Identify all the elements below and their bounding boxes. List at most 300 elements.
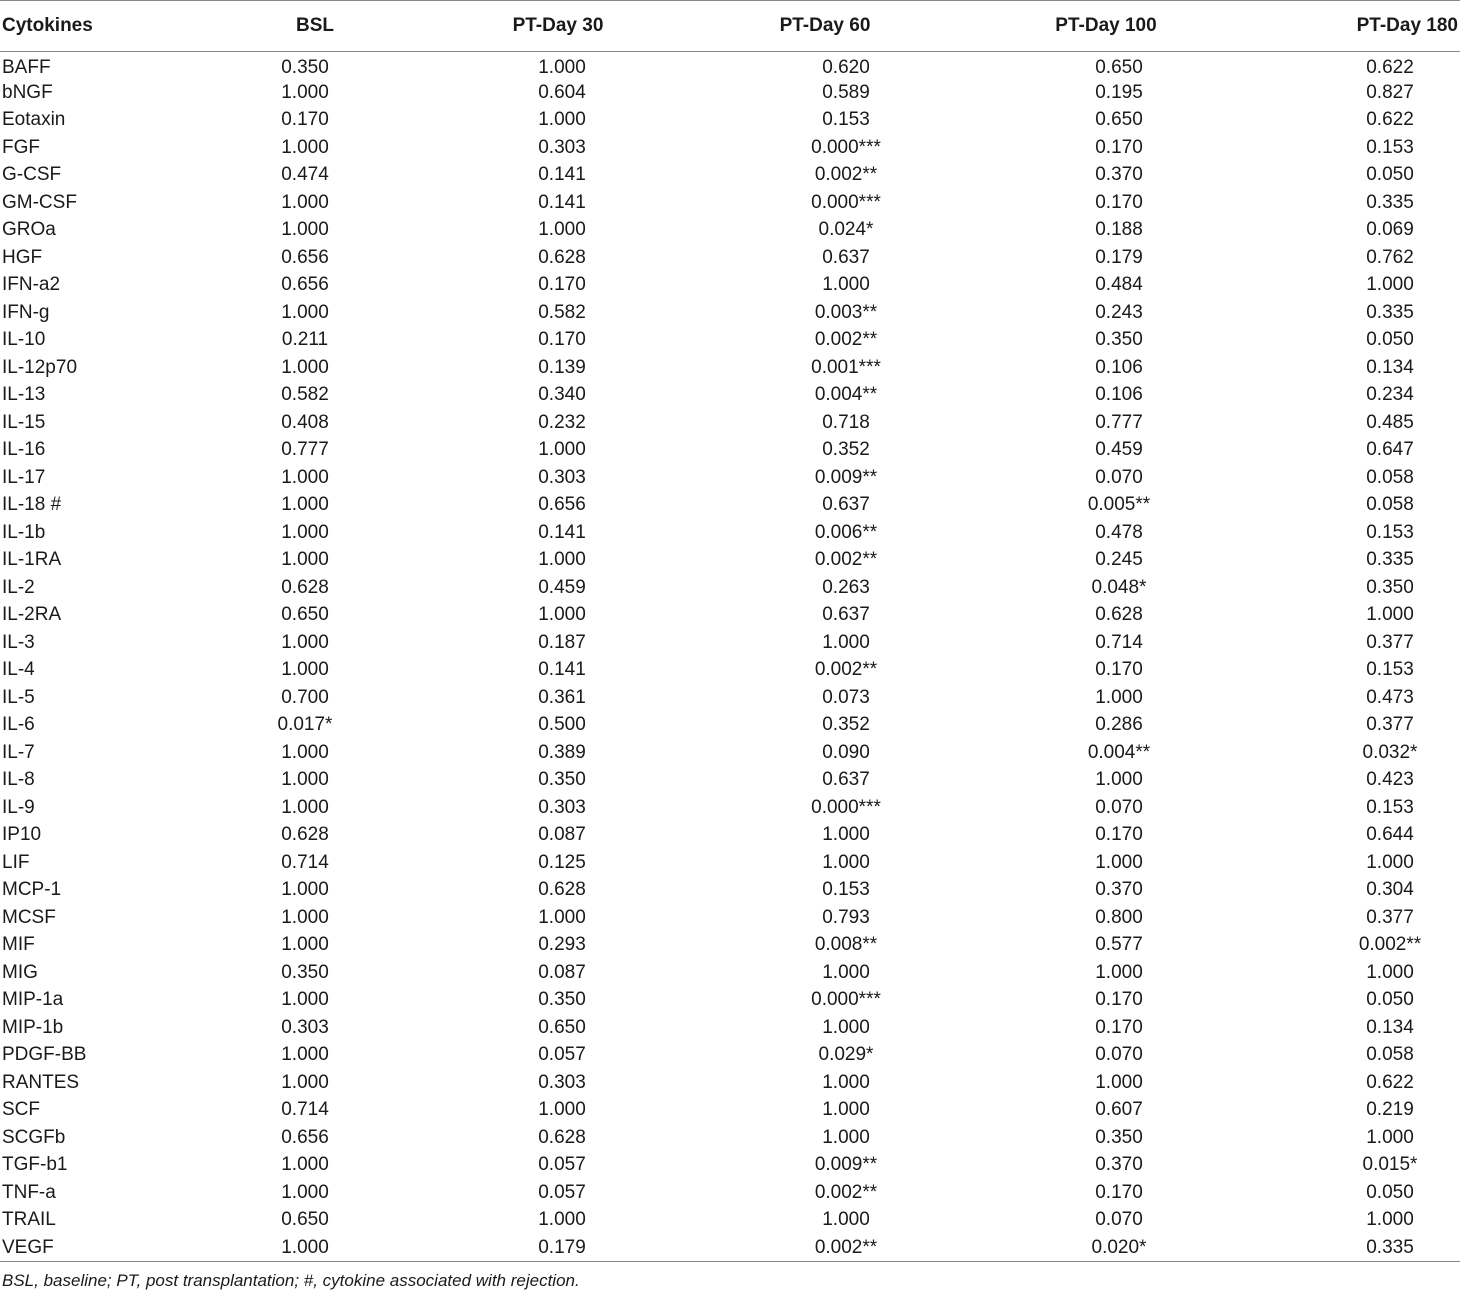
table-row: [0, 1234, 1460, 1262]
pvalue-cell: [686, 1234, 964, 1262]
pvalue-text: 1.000: [822, 851, 870, 873]
pvalue-text: 0.370: [1095, 1154, 1143, 1176]
pvalue-cell: [686, 1207, 964, 1235]
cytokine-name-cell: bNGF: [2, 81, 53, 103]
pvalue-cell: [686, 464, 964, 492]
pvalue-cell: [964, 712, 1248, 740]
pvalue-cell: [964, 629, 1248, 657]
pvalue-text: 0.188: [1095, 219, 1143, 241]
cytokine-name-cell: IL-13: [2, 384, 46, 406]
table-row: [0, 794, 1460, 822]
pvalue-text: 0.500: [538, 714, 586, 736]
pvalue-cell: [686, 217, 964, 245]
pvalue-cell: [200, 189, 430, 217]
pvalue-text: 0.179: [1095, 246, 1143, 268]
cytokine-name-cell: IL-6: [2, 714, 35, 736]
pvalue-text: 1.000: [281, 219, 329, 241]
pvalue-text: 1.000: [822, 824, 870, 846]
pvalue-text: 0.644: [1366, 824, 1414, 846]
pvalue-text: 1.000: [822, 1016, 870, 1038]
pvalue-text: 1.000: [281, 989, 329, 1011]
pvalue-text: 1.000: [1095, 961, 1143, 983]
pvalue-cell: [430, 1097, 686, 1125]
pvalue-cell: [200, 1097, 430, 1125]
table-row: [0, 1207, 1460, 1235]
pvalue-cell: [686, 1152, 964, 1180]
pvalue-cell: [964, 134, 1248, 162]
pvalue-cell: [1248, 1042, 1460, 1070]
cytokine-name-cell: G-CSF: [2, 164, 62, 186]
cytokine-name-cell: SCGFb: [2, 1126, 66, 1148]
pvalue-text: 0.106: [1095, 384, 1143, 406]
pvalue-text: 1.000: [281, 879, 329, 901]
pvalue-text: 0.607: [1095, 1099, 1143, 1121]
pvalue-cell: [964, 822, 1248, 850]
pvalue-text: 0.057: [538, 1181, 586, 1203]
cytokine-name-cell: IL-9: [2, 796, 35, 818]
pvalue-text: 0.029*: [818, 1044, 874, 1066]
pvalue-cell: [430, 1069, 686, 1097]
pvalue-text: 0.350: [1095, 329, 1143, 351]
pvalue-cell: [200, 959, 430, 987]
pvalue-cell: [686, 877, 964, 905]
pvalue-cell: [686, 822, 964, 850]
pvalue-text: 0.005**: [1087, 494, 1151, 516]
pvalue-cell: [200, 464, 430, 492]
table-row: [0, 959, 1460, 987]
pvalue-text: 1.000: [538, 604, 586, 626]
pvalue-text: 0.762: [1366, 246, 1414, 268]
pvalue-text: 0.170: [1095, 824, 1143, 846]
pvalue-text: 1.000: [822, 1099, 870, 1121]
pvalue-cell: [1248, 134, 1460, 162]
pvalue-cell: [1248, 932, 1460, 960]
pvalue-cell: [430, 574, 686, 602]
pvalue-cell: [686, 987, 964, 1015]
pvalue-text: 0.656: [281, 246, 329, 268]
pvalue-text: 0.352: [822, 714, 870, 736]
pvalue-text: 0.650: [281, 1209, 329, 1231]
pvalue-cell: [686, 1124, 964, 1152]
header-pt-day-30: PT-Day 30: [430, 1, 686, 52]
pvalue-text: 0.303: [538, 136, 586, 158]
pvalue-text: 1.000: [538, 1099, 586, 1121]
header-pt-day-60: PT-Day 60: [686, 1, 964, 52]
pvalue-cell: [686, 52, 964, 80]
pvalue-text: 1.000: [538, 1209, 586, 1231]
header-bsl: BSL: [200, 1, 430, 52]
pvalue-cell: [430, 739, 686, 767]
cytokine-name-cell: IL-2RA: [2, 604, 62, 626]
pvalue-cell: [1248, 877, 1460, 905]
table-row: [0, 629, 1460, 657]
pvalue-text: 0.637: [822, 494, 870, 516]
pvalue-text: 1.000: [538, 109, 586, 131]
pvalue-cell: [200, 1207, 430, 1235]
pvalue-text: 0.087: [538, 824, 586, 846]
pvalue-text: 0.650: [281, 604, 329, 626]
pvalue-cell: [1248, 354, 1460, 382]
cytokine-name-cell: LIF: [2, 851, 30, 873]
cytokine-name-cell: MCP-1: [2, 879, 62, 901]
pvalue-cell: [200, 657, 430, 685]
pvalue-cell: [686, 1179, 964, 1207]
pvalue-text: 0.153: [822, 879, 870, 901]
pvalue-cell: [964, 684, 1248, 712]
pvalue-cell: [430, 904, 686, 932]
pvalue-cell: [686, 79, 964, 107]
pvalue-text: 0.170: [1095, 1181, 1143, 1203]
pvalue-text: 0.827: [1366, 81, 1414, 103]
pvalue-text: 0.070: [1095, 1044, 1143, 1066]
pvalue-cell: [430, 244, 686, 272]
pvalue-text: 0.015*: [1362, 1154, 1418, 1176]
pvalue-text: 0.637: [822, 604, 870, 626]
pvalue-cell: [430, 547, 686, 575]
table-row: [0, 822, 1460, 850]
pvalue-text: 0.125: [538, 851, 586, 873]
pvalue-text: 0.057: [538, 1044, 586, 1066]
pvalue-cell: [964, 602, 1248, 630]
pvalue-cell: [200, 904, 430, 932]
pvalue-text: 0.777: [281, 439, 329, 461]
pvalue-cell: [686, 712, 964, 740]
pvalue-text: 1.000: [281, 1071, 329, 1093]
pvalue-cell: [1248, 217, 1460, 245]
cytokine-name-cell: IL-12p70: [2, 356, 78, 378]
pvalue-cell: [1248, 1014, 1460, 1042]
cytokine-name-cell: SCF: [2, 1099, 40, 1121]
pvalue-cell: [200, 767, 430, 795]
pvalue-text: 0.134: [1366, 1016, 1414, 1038]
pvalue-text: 1.000: [538, 549, 586, 571]
header-cytokines: Cytokines: [0, 1, 200, 52]
pvalue-cell: [964, 767, 1248, 795]
pvalue-text: 1.000: [1095, 1071, 1143, 1093]
pvalue-cell: [686, 794, 964, 822]
pvalue-cell: [964, 299, 1248, 327]
cytokine-name-cell: IFN-a2: [2, 274, 61, 296]
pvalue-cell: [430, 519, 686, 547]
pvalue-cell: [200, 244, 430, 272]
pvalue-text: 1.000: [822, 274, 870, 296]
cytokine-name-cell: MIG: [2, 961, 38, 983]
pvalue-text: 0.604: [538, 81, 586, 103]
pvalue-cell: [1248, 162, 1460, 190]
table-row: [0, 1179, 1460, 1207]
pvalue-text: 0.139: [538, 356, 586, 378]
pvalue-text: 0.377: [1366, 631, 1414, 653]
pvalue-cell: [964, 1097, 1248, 1125]
cytokine-name-cell: IL-16: [2, 439, 46, 461]
pvalue-cell: [200, 574, 430, 602]
pvalue-cell: [964, 437, 1248, 465]
pvalue-cell: [1248, 849, 1460, 877]
table-row: [0, 354, 1460, 382]
pvalue-text: 0.303: [538, 466, 586, 488]
pvalue-text: 0.234: [1366, 384, 1414, 406]
pvalue-text: 0.001***: [811, 356, 881, 378]
pvalue-text: 1.000: [281, 1236, 329, 1258]
pvalue-text: 0.002**: [814, 549, 878, 571]
pvalue-cell: [1248, 327, 1460, 355]
pvalue-text: 1.000: [281, 659, 329, 681]
pvalue-text: 0.017*: [277, 714, 333, 736]
table-row: [0, 409, 1460, 437]
pvalue-text: 1.000: [281, 466, 329, 488]
pvalue-text: 0.335: [1366, 301, 1414, 323]
pvalue-cell: [1248, 684, 1460, 712]
table-row: [0, 52, 1460, 80]
cytokine-name-cell: HGF: [2, 246, 43, 268]
pvalue-text: 0.003**: [814, 301, 878, 323]
table-row: [0, 464, 1460, 492]
pvalue-cell: [964, 1152, 1248, 1180]
pvalue-cell: [1248, 1069, 1460, 1097]
pvalue-cell: [200, 162, 430, 190]
pvalue-cell: [686, 1069, 964, 1097]
pvalue-text: 0.656: [281, 1126, 329, 1148]
pvalue-cell: [964, 354, 1248, 382]
pvalue-text: 0.637: [822, 246, 870, 268]
table-row: [0, 767, 1460, 795]
pvalue-cell: [964, 464, 1248, 492]
pvalue-cell: [686, 904, 964, 932]
pvalue-text: 1.000: [281, 1181, 329, 1203]
pvalue-text: 0.008**: [814, 934, 878, 956]
pvalue-text: 1.000: [1366, 1126, 1414, 1148]
pvalue-cell: [686, 437, 964, 465]
pvalue-text: 0.000***: [811, 136, 881, 158]
pvalue-text: 0.002**: [814, 329, 878, 351]
pvalue-text: 1.000: [1366, 961, 1414, 983]
pvalue-cell: [430, 822, 686, 850]
pvalue-cell: [430, 1124, 686, 1152]
table-row: [0, 519, 1460, 547]
pvalue-cell: [200, 134, 430, 162]
pvalue-text: 0.219: [1366, 1099, 1414, 1121]
cytokine-name-cell: IL-5: [2, 686, 35, 708]
pvalue-text: 0.622: [1366, 109, 1414, 131]
pvalue-text: 0.408: [281, 411, 329, 433]
header-pt-day-180: PT-Day 180: [1248, 1, 1460, 52]
pvalue-text: 1.000: [822, 1071, 870, 1093]
pvalue-cell: [964, 987, 1248, 1015]
cytokine-name-cell: MIP-1a: [2, 989, 64, 1011]
pvalue-text: 0.389: [538, 741, 586, 763]
header-row: [0, 1, 1460, 52]
pvalue-cell: [686, 849, 964, 877]
pvalue-cell: [430, 382, 686, 410]
pvalue-text: 0.090: [822, 741, 870, 763]
table-row: [0, 244, 1460, 272]
pvalue-cell: [430, 1234, 686, 1262]
pvalue-cell: [200, 987, 430, 1015]
pvalue-text: 0.582: [538, 301, 586, 323]
pvalue-cell: [964, 244, 1248, 272]
pvalue-cell: [430, 849, 686, 877]
pvalue-cell: [1248, 52, 1460, 80]
table-row: [0, 602, 1460, 630]
pvalue-cell: [686, 657, 964, 685]
pvalue-text: 0.484: [1095, 274, 1143, 296]
pvalue-text: 0.650: [538, 1016, 586, 1038]
pvalue-cell: [430, 134, 686, 162]
pvalue-cell: [686, 932, 964, 960]
pvalue-text: 0.352: [822, 439, 870, 461]
pvalue-text: 0.637: [822, 769, 870, 791]
pvalue-cell: [1248, 547, 1460, 575]
pvalue-cell: [964, 1069, 1248, 1097]
pvalue-cell: [964, 107, 1248, 135]
pvalue-cell: [200, 492, 430, 520]
pvalue-cell: [200, 1069, 430, 1097]
table-row: [0, 712, 1460, 740]
pvalue-cell: [200, 52, 430, 80]
cytokine-name-cell: PDGF-BB: [2, 1044, 87, 1066]
pvalue-text: 0.170: [538, 274, 586, 296]
pvalue-text: 1.000: [281, 796, 329, 818]
pvalue-cell: [964, 519, 1248, 547]
pvalue-text: 0.211: [281, 329, 329, 351]
cytokine-name-cell: FGF: [2, 136, 40, 158]
pvalue-text: 0.700: [281, 686, 329, 708]
pvalue-text: 0.057: [538, 1154, 586, 1176]
pvalue-cell: [964, 327, 1248, 355]
pvalue-text: 0.350: [281, 57, 329, 78]
pvalue-text: 0.303: [538, 796, 586, 818]
pvalue-text: 0.070: [1095, 466, 1143, 488]
pvalue-text: 0.620: [822, 57, 870, 78]
pvalue-text: 0.050: [1366, 989, 1414, 1011]
pvalue-cell: [1248, 519, 1460, 547]
pvalue-cell: [430, 492, 686, 520]
cytokine-name-cell: IL-18 #: [2, 494, 62, 516]
pvalue-text: 0.628: [1095, 604, 1143, 626]
pvalue-cell: [430, 437, 686, 465]
pvalue-text: 1.000: [1095, 686, 1143, 708]
pvalue-text: 0.134: [1366, 356, 1414, 378]
pvalue-cell: [964, 794, 1248, 822]
pvalue-text: 0.647: [1366, 439, 1414, 461]
pvalue-text: 0.002**: [814, 1236, 878, 1258]
pvalue-cell: [1248, 794, 1460, 822]
pvalue-cell: [964, 849, 1248, 877]
pvalue-text: 0.002**: [1358, 934, 1422, 956]
pvalue-cell: [686, 1014, 964, 1042]
pvalue-cell: [686, 629, 964, 657]
pvalue-text: 0.004**: [1087, 741, 1151, 763]
cytokine-name-cell: IL-3: [2, 631, 35, 653]
pvalue-cell: [1248, 382, 1460, 410]
pvalue-cell: [686, 739, 964, 767]
cytokine-name-cell: IL-10: [2, 329, 46, 351]
table-row: [0, 657, 1460, 685]
pvalue-cell: [964, 1207, 1248, 1235]
pvalue-text: 0.050: [1366, 329, 1414, 351]
pvalue-cell: [200, 712, 430, 740]
pvalue-cell: [430, 409, 686, 437]
pvalue-cell: [1248, 107, 1460, 135]
pvalue-cell: [430, 1042, 686, 1070]
pvalue-text: 1.000: [281, 81, 329, 103]
pvalue-text: 0.153: [1366, 796, 1414, 818]
pvalue-text: 1.000: [1095, 851, 1143, 873]
pvalue-cell: [430, 602, 686, 630]
pvalue-cell: [1248, 492, 1460, 520]
table-row: [0, 684, 1460, 712]
pvalue-cell: [686, 244, 964, 272]
pvalue-cell: [964, 492, 1248, 520]
pvalue-cell: [686, 574, 964, 602]
pvalue-cell: [200, 877, 430, 905]
pvalue-text: 1.000: [538, 219, 586, 241]
pvalue-text: 0.303: [538, 1071, 586, 1093]
pvalue-text: 0.628: [281, 576, 329, 598]
table-row: [0, 574, 1460, 602]
table-row: [0, 849, 1460, 877]
pvalue-cell: [686, 327, 964, 355]
pvalue-cell: [1248, 657, 1460, 685]
pvalue-cell: [1248, 574, 1460, 602]
pvalue-text: 0.009**: [814, 1154, 878, 1176]
pvalue-cell: [964, 409, 1248, 437]
pvalue-text: 1.000: [281, 1044, 329, 1066]
pvalue-cell: [200, 382, 430, 410]
table-footnote: BSL, baseline; PT, post transplantation; #, cytokine associated with rejection.: [0, 1262, 1460, 1292]
pvalue-text: 0.628: [281, 824, 329, 846]
pvalue-text: 0.361: [538, 686, 586, 708]
pvalue-text: 1.000: [281, 906, 329, 928]
table-row: [0, 299, 1460, 327]
table-row: [0, 162, 1460, 190]
pvalue-cell: [430, 1152, 686, 1180]
pvalue-text: 0.582: [281, 384, 329, 406]
pvalue-text: 1.000: [822, 1126, 870, 1148]
pvalue-text: 0.350: [538, 989, 586, 1011]
pvalue-text: 1.000: [281, 301, 329, 323]
pvalue-cell: [200, 299, 430, 327]
pvalue-cell: [964, 1014, 1248, 1042]
pvalue-text: 0.050: [1366, 164, 1414, 186]
pvalue-cell: [686, 767, 964, 795]
pvalue-text: 0.622: [1366, 57, 1414, 78]
pvalue-text: 1.000: [538, 439, 586, 461]
pvalue-text: 0.777: [1095, 411, 1143, 433]
pvalue-cell: [1248, 602, 1460, 630]
pvalue-text: 0.070: [1095, 1209, 1143, 1231]
pvalue-cell: [200, 409, 430, 437]
cytokine-name-cell: IL-17: [2, 466, 46, 488]
cytokine-name-cell: VEGF: [2, 1236, 54, 1258]
pvalue-text: 1.000: [281, 1154, 329, 1176]
pvalue-cell: [430, 464, 686, 492]
pvalue-text: 0.340: [538, 384, 586, 406]
pvalue-text: 0.000***: [811, 989, 881, 1011]
pvalue-cell: [430, 354, 686, 382]
pvalue-text: 0.006**: [814, 521, 878, 543]
pvalue-text: 1.000: [281, 549, 329, 571]
pvalue-text: 0.714: [1095, 631, 1143, 653]
pvalue-cell: [430, 189, 686, 217]
pvalue-text: 0.009**: [814, 466, 878, 488]
pvalue-cell: [964, 877, 1248, 905]
cytokine-name-cell: IL-1b: [2, 521, 46, 543]
pvalue-cell: [200, 107, 430, 135]
table-row: [0, 107, 1460, 135]
pvalue-text: 0.153: [822, 109, 870, 131]
table-row: [0, 189, 1460, 217]
